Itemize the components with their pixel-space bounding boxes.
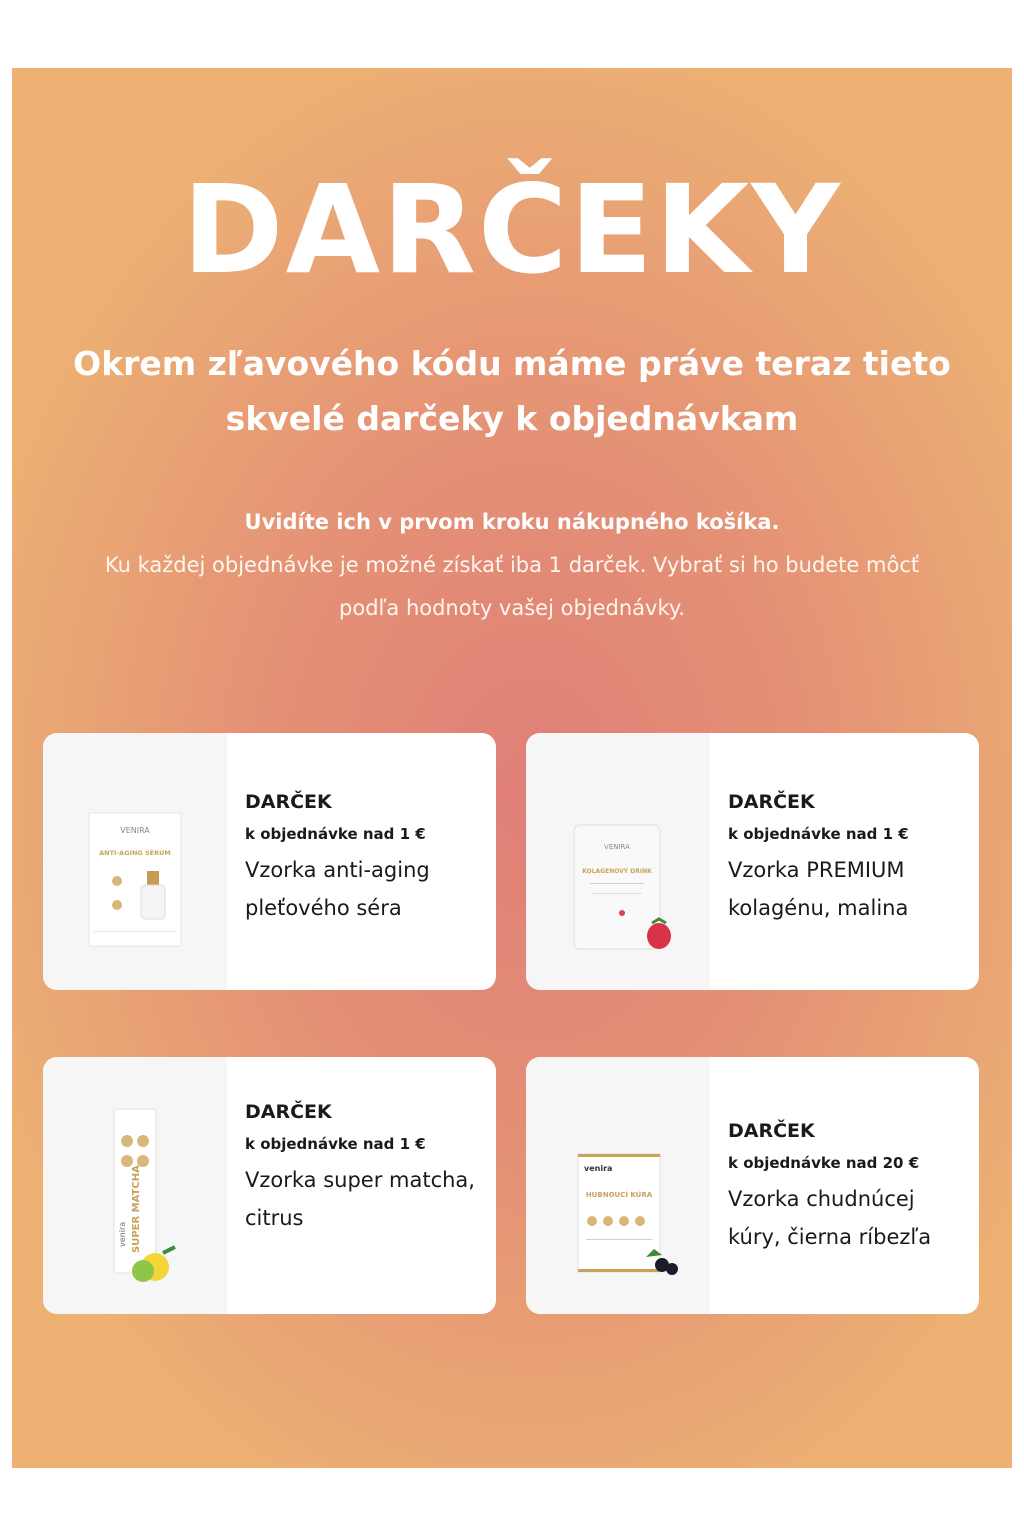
gift-card-weightloss	[526, 1057, 979, 1314]
sachet-brand: VENIRA	[120, 826, 150, 835]
gift-condition: k objednávke nad 1 €	[245, 1135, 426, 1153]
gift-condition: k objednávke nad 1 €	[245, 825, 426, 843]
banner-subtitle: Okrem zľavového kódu máme práve teraz tieto skvelé darčeky k objednávkam	[73, 344, 951, 438]
collagen-sachet-icon	[526, 733, 710, 990]
sachet-product: ANTI-AGING SÉRUM	[99, 849, 171, 857]
sachet-product: HUBNOUCÍ KÚRA	[585, 1191, 653, 1199]
gift-condition: k objednávke nad 20 €	[728, 1154, 920, 1172]
sachet-brand: VENIRA	[604, 843, 630, 851]
gift-label: DARČEK	[728, 791, 815, 813]
gift-description: Vzorka PREMIUM kolagénu, malina	[728, 858, 909, 920]
page-title: DARČEKY	[182, 159, 842, 301]
gift-card-text	[245, 787, 485, 927]
gift-label: DARČEK	[728, 1120, 815, 1142]
sachet-brand: venira	[584, 1164, 613, 1173]
gift-card-text	[728, 1116, 968, 1256]
gift-card-serum	[43, 733, 496, 990]
info-text: Ku každej objednávke je možné získať iba 1 darček. Vybrať si ho budete môcť podľa hodnoty vašej objednávky.	[104, 553, 920, 620]
info-highlight: Uvidíte ich v prvom kroku nákupného košíka.	[244, 510, 780, 534]
gift-label: DARČEK	[245, 1101, 332, 1123]
banner-info	[72, 501, 952, 630]
gift-description: Vzorka super matcha, citrus	[245, 1168, 475, 1230]
stick-brand: venira	[118, 1221, 127, 1247]
gift-description: Vzorka anti-aging pleťového séra	[245, 858, 430, 920]
gift-card-collagen	[526, 733, 979, 990]
gift-condition: k objednávke nad 1 €	[728, 825, 909, 843]
gift-label: DARČEK	[245, 791, 332, 813]
matcha-stick-icon	[43, 1057, 227, 1314]
sachet-product: KOLAGENOVÝ DRINK	[582, 868, 652, 875]
gift-card-matcha	[43, 1057, 496, 1314]
serum-sachet-icon	[43, 733, 227, 990]
gift-card-text	[245, 1097, 485, 1237]
stick-product: SUPER MATCHA	[131, 1165, 142, 1253]
gift-description: Vzorka chudnúcej kúry, čierna ríbezľa	[728, 1187, 932, 1249]
weightloss-sachet-icon	[526, 1057, 710, 1314]
gifts-banner	[12, 68, 1012, 1468]
gift-card-text	[728, 787, 968, 927]
